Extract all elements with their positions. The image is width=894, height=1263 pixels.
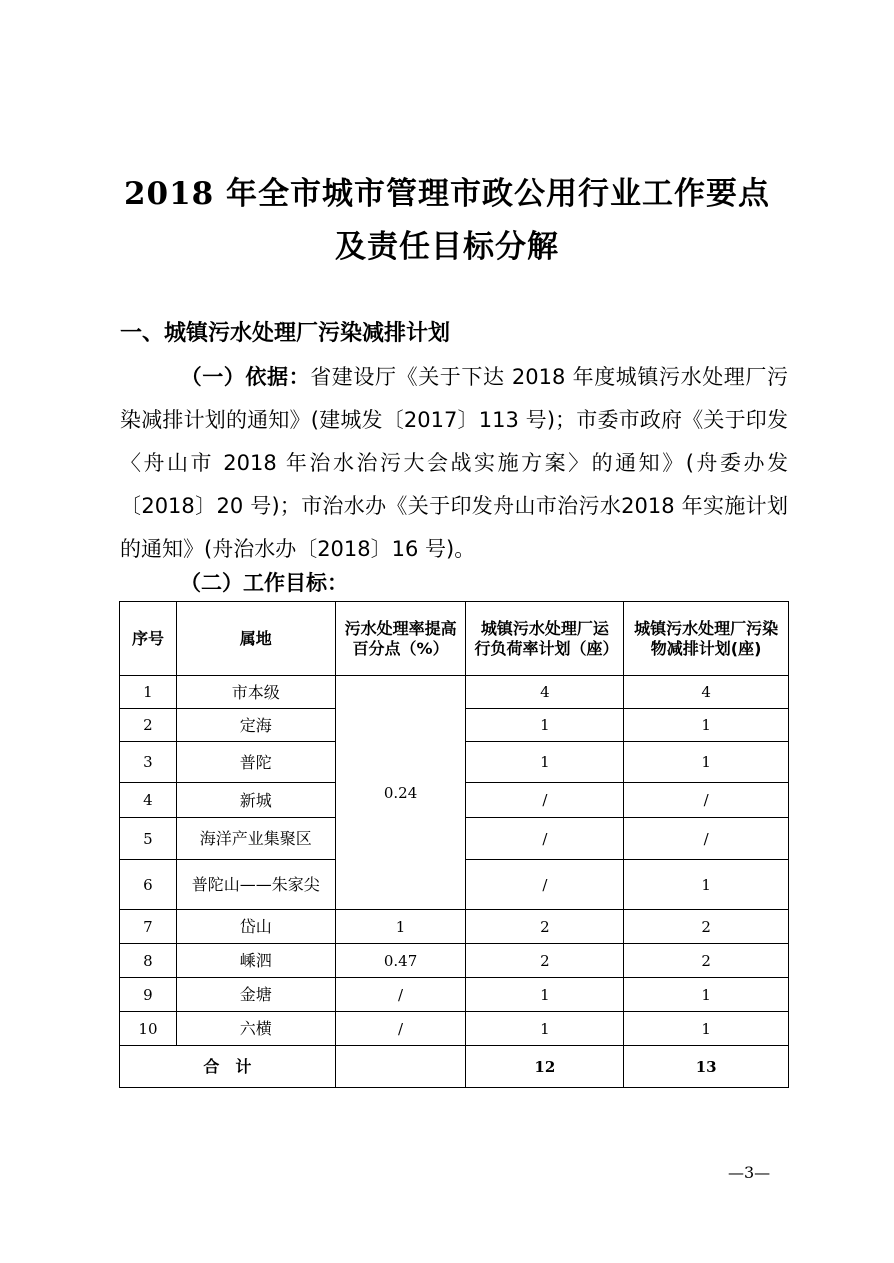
page-number: —3— (728, 1163, 771, 1182)
cell-no: 9 (120, 978, 177, 1012)
cell-no: 3 (120, 742, 177, 783)
document-title-line-1: 2018 年全市城市管理市政公用行业工作要点 (123, 176, 771, 212)
section-heading: 一、城镇污水处理厂污染减排计划 (120, 321, 451, 346)
cell-area: 岱山 (176, 910, 335, 944)
header-no: 序号 (120, 602, 177, 676)
cell-load: 2 (466, 910, 624, 944)
basis-label: （一）依据： (180, 365, 311, 389)
cell-rate: / (335, 978, 466, 1012)
work-target-label: （二）工作目标： (180, 571, 348, 595)
cell-area: 普陀 (176, 742, 335, 783)
cell-area: 普陀山——朱家尖 (176, 860, 335, 910)
total-load: 12 (466, 1046, 624, 1088)
cell-no: 7 (120, 910, 177, 944)
cell-load: 2 (466, 944, 624, 978)
total-rate (335, 1046, 466, 1088)
cell-area: 六横 (176, 1012, 335, 1046)
cell-load: 1 (466, 709, 624, 742)
basis-paragraph (120, 356, 788, 571)
cell-no: 10 (120, 1012, 177, 1046)
header-reduce: 城镇污水处理厂污染物减排计划(座) (624, 602, 789, 676)
table-header-row (120, 602, 789, 676)
table-total-row (120, 1046, 789, 1088)
document-title-line-2: 及责任目标分解 (335, 229, 559, 265)
cell-load: / (466, 860, 624, 910)
cell-reduce: 4 (624, 676, 789, 709)
cell-area: 嵊泗 (176, 944, 335, 978)
cell-reduce: 1 (624, 742, 789, 783)
cell-area: 新城 (176, 783, 335, 818)
cell-reduce: 1 (624, 860, 789, 910)
cell-rate: / (335, 1012, 466, 1046)
cell-load: 1 (466, 978, 624, 1012)
table-row (120, 1012, 789, 1046)
cell-reduce: 1 (624, 709, 789, 742)
cell-reduce: 2 (624, 944, 789, 978)
cell-no: 1 (120, 676, 177, 709)
cell-rate: 0.47 (335, 944, 466, 978)
cell-load: / (466, 818, 624, 860)
cell-reduce: 1 (624, 1012, 789, 1046)
total-label: 合 计 (120, 1046, 336, 1088)
cell-reduce: / (624, 818, 789, 860)
header-load: 城镇污水处理厂运行负荷率计划（座） (466, 602, 624, 676)
cell-area: 金塘 (176, 978, 335, 1012)
total-reduce: 13 (624, 1046, 789, 1088)
cell-load: 1 (466, 1012, 624, 1046)
header-area: 属地 (176, 602, 335, 676)
cell-reduce: / (624, 783, 789, 818)
cell-no: 2 (120, 709, 177, 742)
table-row (120, 944, 789, 978)
cell-area: 定海 (176, 709, 335, 742)
cell-area: 市本级 (176, 676, 335, 709)
table-row (120, 910, 789, 944)
cell-load: 1 (466, 742, 624, 783)
cell-no: 5 (120, 818, 177, 860)
table-row (120, 676, 789, 709)
cell-rate: 1 (335, 910, 466, 944)
cell-rate-merged: 0.24 (335, 676, 466, 910)
cell-area: 海洋产业集聚区 (176, 818, 335, 860)
header-rate: 污水处理率提高百分点（%） (335, 602, 466, 676)
cell-reduce: 2 (624, 910, 789, 944)
pollution-reduction-table (119, 601, 789, 1088)
basis-text: 省建设厅《关于下达 2018 年度城镇污水处理厂污染减排计划的通知》(建城发〔2017〕113 号)；市委市政府《关于印发〈舟山市 2018 年治水治污大会战实施方案〉的通知》(舟委办发〔2018〕20 号)；市治水办《关于印发舟山市治污水2018 年实施计划的通知》(舟治水办〔2018〕16 号)。 (120, 365, 788, 561)
cell-load: 4 (466, 676, 624, 709)
cell-reduce: 1 (624, 978, 789, 1012)
table-row (120, 978, 789, 1012)
cell-no: 8 (120, 944, 177, 978)
cell-no: 6 (120, 860, 177, 910)
cell-no: 4 (120, 783, 177, 818)
cell-load: / (466, 783, 624, 818)
